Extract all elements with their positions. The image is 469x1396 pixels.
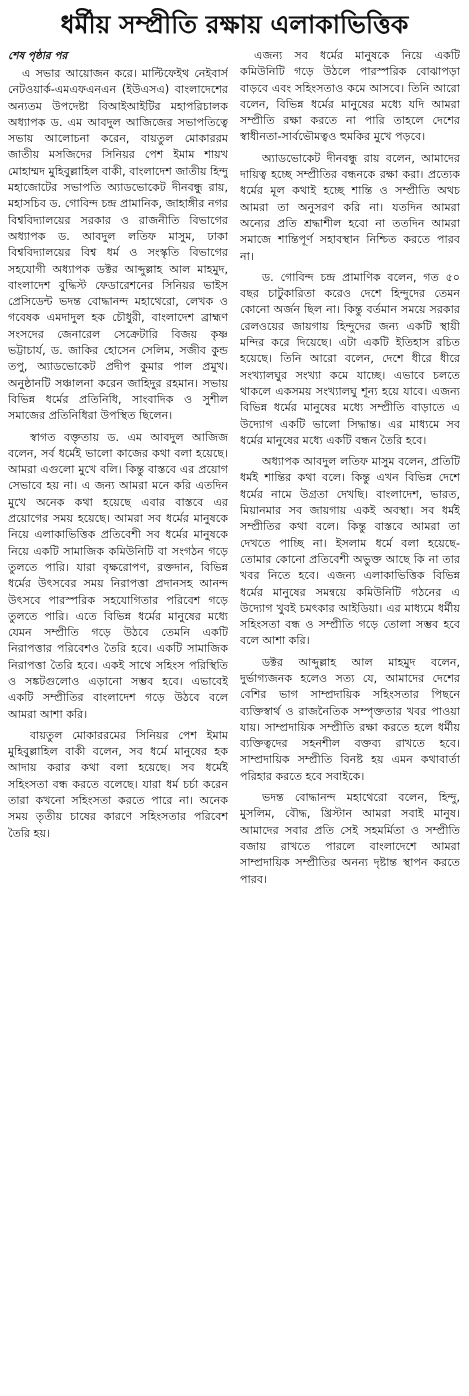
- article-headline: ধর্মীয় সম্প্রীতি রক্ষায় এলাকাভিত্তিক: [60, 10, 409, 39]
- paragraph: এ সভার আয়োজন করে। মাল্টিফেইথ নেইবার্স নেটওয়ার্ক-এমএফএনএন (ইউএসএ) বাংলাদেশের অন্যতম উপদেষ্টা বিআইআইটির মহাপরিচালক অধ্যাপক ড. এম আবদুল আজিজের সভাপতিত্বে সভায় আলোচনা করেন, বায়তুল মোকাররম জাতীয় মসজিদের সিনিয়র পেশ ইমাম শায়খ মোহাম্মদ মুহিবুল্লাহিল বাকী, বাংলাদেশ জাতীয় হিন্দু মহাজোটের সভাপতি অ্যাডভোকেট দীনবন্ধু রায়, মহাসচিব ড. গোবিন্দ চন্দ্র প্রামানিক, জাহাঙ্গীর নগর বিশ্ববিদ্যালয়ের সরকার ও রাজনীতি বিভাগের অধ্যাপক ড. আবদুল লতিফ মাসুম, ঢাকা বিশ্ববিদ্যালয়ের বিশ্ব ধর্ম ও সংস্কৃতি বিভাগের সহযোগী অধ্যাপক ডক্টর আব্দুল্লাহ আল মাহমুদ, বাংলাদেশ বুদ্ধিস্ট ফেডারেশনের সিনিয়র ভাইস প্রেসিডেন্ট ভদন্ত বোদ্ধানন্দ মহাথেরো, লেখক ও গবেষক এমদাদুল হক চৌধুরী, বাংলাদেশ ব্রাহ্মণ সংসদের জেনারেল সেক্রেটারি বিজয় কৃষ্ণ ভট্টাচার্য, ড. জাকির হোসেন সেলিম, সজীব কুন্ড তপু, অ্যাডভোকেট প্রদীপ কুমার পাল প্রমুখ। অনুষ্ঠানটি সঞ্চালনা করেন জাহিদুর রহমান। সভায় বিভিন্ন ধর্মের প্রতিনিধি, সাংবাদিক ও সুশীল সমাজের প্রতিনিধিরা উপস্থিত ছিলেন।: [8, 67, 228, 423]
- right-column: [240, 48, 460, 1388]
- paragraph: বায়তুল মোকাররমের সিনিয়র পেশ ইমাম মুহিবুল্লাহিল বাকী বলেন, সব ধর্মে মানুষের হক আদায় করার কথা বলা হয়েছে। সব ধর্মেই সহিংসতা বন্ধ করতে বলেছে। যারা ধর্ম চর্চা করেন তারা কখনো সহিংসতা করতে পারে না। অনেক সময় তৃতীয় চাষের কারণে সহিংসতার পরিবেশ তৈরি হয়।: [8, 728, 228, 840]
- paragraph: ড. গোবিন্দ চন্দ্র প্রামাণিক বলেন, গত ৫০ বছর চাটুকারিতা করেও দেশে হিন্দুদের তেমন কোনো অর্জন ছিল না। কিন্তু বর্তমান সময়ে সরকার রেলওয়ের জায়গায় হিন্দুদের জন্য একটি স্থায়ী মন্দির করে দিয়েছে। এটা একটি ইতিহাস রচিত হয়েছে। তিনি আরো বলেন, দেশে ধীরে ধীরে সংখ্যালঘুর সংখ্যা কমে যাচ্ছে। এভাবে চলতে থাকলে একসময় সংখ্যালঘু শূন্য হয়ে যাবে। এজন্য বিভিন্ন ধর্মের মানুষের মধ্যে সম্প্রীতি বাড়াতে এ উদ্যোগ একটি ভালো সিদ্ধান্ত। এর মাধ্যমে সব ধর্মের মানুষের মধ্যে একটি বন্ধন তৈরি হবে।: [240, 270, 460, 447]
- left-column: [8, 48, 228, 1388]
- paragraph: অ্যাডভোকেট দীনবন্ধু রায় বলেন, আমাদের দায়িত্ব হচ্ছে সম্প্রীতির বন্ধনকে রক্ষা করা। প্রত্যেক ধর্মের মূল কথাই হচ্ছে শান্তি ও সম্প্রীতি অথচ আমরা তা অনুসরণ করি না। যতদিন আমরা অন্যের প্রতি শ্রদ্ধাশীল হবো না ততদিন আমরা সমাজে শান্তিপূর্ণ সহাবস্থান নিশ্চিত করতে পারব না।: [240, 151, 460, 263]
- continued-from-label: শেষ পৃষ্ঠার পর: [8, 50, 68, 62]
- paragraph: ভদন্ত বোদ্ধানন্দ মহাথেরো বলেন, হিন্দু, মুসলিম, বৌদ্ধ, খ্রিস্টান আমরা সবাই মানুষ। আমাদের সবার প্রতি সেই সহমর্মিতা ও সম্প্রীতি বজায় রাখতে পারলে বাংলাদেশে আমরা সাম্প্রদায়িক সম্প্রীতির অনন্য দৃষ্টান্ত স্থাপন করতে পারব।: [240, 791, 460, 886]
- paragraph: এজন্য সব ধর্মের মানুষকে নিয়ে একটি কমিউনিটি গড়ে উঠলে পারস্পরিক বোঝাপড়া বাড়বে এবং সহিংসতাও কমে আসবে। তিনি আরো বলেন, বিভিন্ন ধর্মের মানুষের মধ্যে যদি আমরা সম্প্রীতি রক্ষা করতে না পারি তাহলে দেশের স্বাধীনতা-সার্বভৌমত্বও হুমকির মুখে পড়বে।: [240, 49, 460, 144]
- article-body: [8, 48, 461, 1388]
- paragraph: অধ্যাপক আবদুল লতিফ মাসুম বলেন, প্রতিটি ধর্মই শান্তির কথা বলে। কিন্তু এখন বিভিন্ন দেশে ধর্মের নামে উগ্রতা দেখছি। বাংলাদেশ, ভারত, মিয়ানমার সব জায়গায় একই অবস্থা। সব ধর্মই সম্প্রীতির কথা বলে। কিন্তু বাস্তবে আমরা তা দেখতে পাচ্ছি না। ইসলাম ধর্মে বলা হয়েছে- তোমার কোনো প্রতিবেশী অভুক্ত আছে কি না তার খবর নিতে হবে। এজন্য এলাকাভিত্তিক বিভিন্ন ধর্মের মানুষের সমন্বয়ে কমিউনিটি গঠনের এ উদ্যোগ খুবই চমৎকার আইডিয়া। এর মাধ্যমে ধর্মীয় সহিংসতা বন্ধ ও সম্প্রীতি গড়ে তোলা সম্ভব হবে বলে আশা করি।: [240, 455, 460, 648]
- paragraph: ডক্টর আব্দুল্লাহ আল মাহমুদ বলেন, দুর্ভাগ্যজনক হলেও সত্য যে, আমাদের দেশের বেশির ভাগ সাম্প্রদায়িক সহিংসতার পিছনে ব্যক্তিস্বার্থ ও রাজনৈতিক সম্পৃক্ততার খবর পাওয়া যায়। সাম্প্রদায়িক সম্প্রীতি রক্ষা করতে হলে ধর্মীয় ব্যক্তিত্বদের সহনশীল বক্তব্য রাখতে হবে। সাম্প্রদায়িক সম্প্রীতি বিনষ্ট হয় এমন কথাবার্তা পরিহার করতে হবে সবাইকে।: [240, 655, 460, 783]
- paragraph: স্বাগত বক্তৃতায় ড. এম আবদুল আজিজ বলেন, সর্ব ধর্মেই ভালো কাজের কথা বলা হয়েছে। আমরা এগুলো মুখে বলি। কিন্তু বাস্তবে এর প্রয়োগ সেভাবে হয় না। এ জন্য আমরা মনে করি এতদিন মুখে অনেক কথা হয়েছে এবার বাস্তবে এর প্রয়োগের সময় হয়েছে। আমরা সব ধর্মের মানুষকে নিয়ে এলাকাভিত্তিক প্রতিবেশী সব ধর্মের মানুষকে নিয়ে একটি সামাজিক কমিউনিটি বা সংগঠন গড়ে তুলতে পারি। যারা বৃক্ষরোপণ, রক্তদান, বিভিন্ন ধর্মের উৎসবের সময় নিরাপত্তা প্রদানসহ আনন্দ উৎসবে পারস্পরিক সহযোগিতার পরিবেশ গড়ে তুলতে পারি। এতে বিভিন্ন ধর্মের মানুষের মধ্যে যেমন সম্প্রীতি গড়ে উঠবে তেমনি একটি নিরাপত্তার পরিবেশও তৈরি হবে। একটি সামাজিক নিরাপত্তা তৈরি হবে। একই সাথে সহিংস পরিস্থিতি ও সঙ্কটগুলোও এড়ানো সম্ভব হবে। এভাবেই একটি সম্প্রীতির বাংলাদেশ গড়ে উঠবে বলে আমরা আশা করি।: [8, 430, 228, 721]
